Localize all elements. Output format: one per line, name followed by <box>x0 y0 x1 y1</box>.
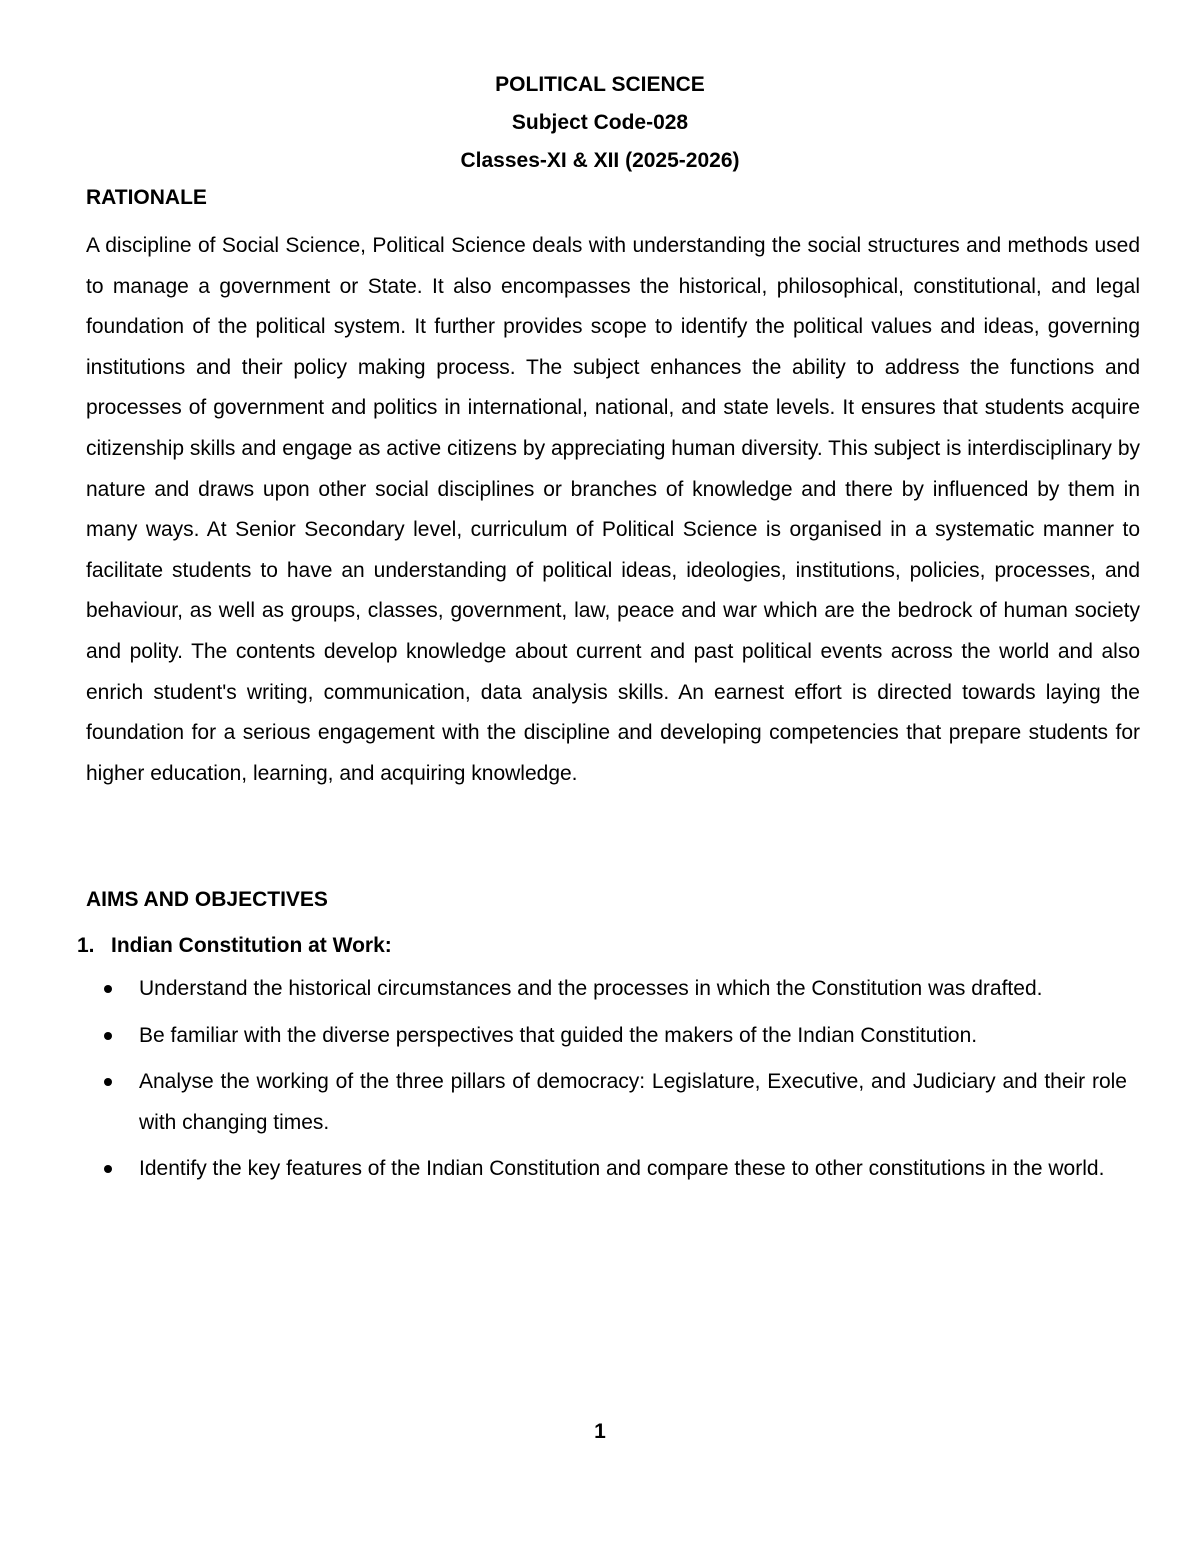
bullet-icon <box>104 1032 112 1040</box>
list-item-text: Analyse the working of the three pillars of democracy: Legislature, Executive, and Judiciary and their role with changing times. <box>139 1070 1127 1134</box>
aim-bullet-list <box>0 969 1200 1196</box>
aims-heading: AIMS AND OBJECTIVES <box>86 888 328 911</box>
bullet-icon <box>104 985 112 993</box>
list-item <box>0 969 1127 1010</box>
bullet-icon <box>104 1078 112 1086</box>
list-item-text: Identify the key features of the Indian Constitution and compare these to other constitutions in the world. <box>139 1157 1105 1181</box>
aim-section-number: 1. <box>77 934 95 957</box>
page-number: 1 <box>594 1420 606 1443</box>
title-block <box>0 66 1200 180</box>
document-title: POLITICAL SCIENCE <box>495 73 705 96</box>
list-item-text: Be familiar with the diverse perspectives that guided the makers of the Indian Constitution. <box>139 1023 978 1047</box>
classes-line: Classes-XI & XII (2025-2026) <box>460 149 740 172</box>
list-item <box>0 1062 1127 1143</box>
rationale-heading: RATIONALE <box>86 186 207 209</box>
list-item-text: Understand the historical circumstances and the processes in which the Constitution was drafted. <box>139 977 1043 1000</box>
rationale-paragraph: A discipline of Social Science, Political Science deals with understanding the social structures and methods used to manage a government or State. It also encompasses the historical, philosophical, constitutional, and legal foundation of the political system. It further provides scope to identify the political values and ideas, governing institutions and their policy making process. The subject enhances the ability to address the functions and processes of government and politics in international, national, and state levels. It ensures that students acquire citizenship skills and engage as active citizens by appreciating human diversity. This subject is interdisciplinary by nature and draws upon other social disciplines or branches of knowledge and there by influenced by them in many ways. At Senior Secondary level, curriculum of Political Science is organised in a systematic manner to facilitate students to have an understanding of political ideas, ideologies, institutions, policies, processes, and behaviour, as well as groups, classes, government, law, peace and war which are the bedrock of human society and polity. The contents develop knowledge about current and past political events across the world and also enrich student's writing, communication, data analysis skills. An earnest effort is directed towards laying the foundation for a serious engagement with the discipline and developing competencies that prepare students for higher education, learning, and acquiring knowledge. <box>86 234 1140 785</box>
list-item <box>0 1149 1127 1190</box>
list-item <box>0 1016 1127 1057</box>
aim-section-heading <box>77 931 392 961</box>
aim-section-title: Indian Constitution at Work: <box>111 934 392 957</box>
subject-code: Subject Code-028 <box>511 111 689 134</box>
bullet-icon <box>104 1165 112 1173</box>
